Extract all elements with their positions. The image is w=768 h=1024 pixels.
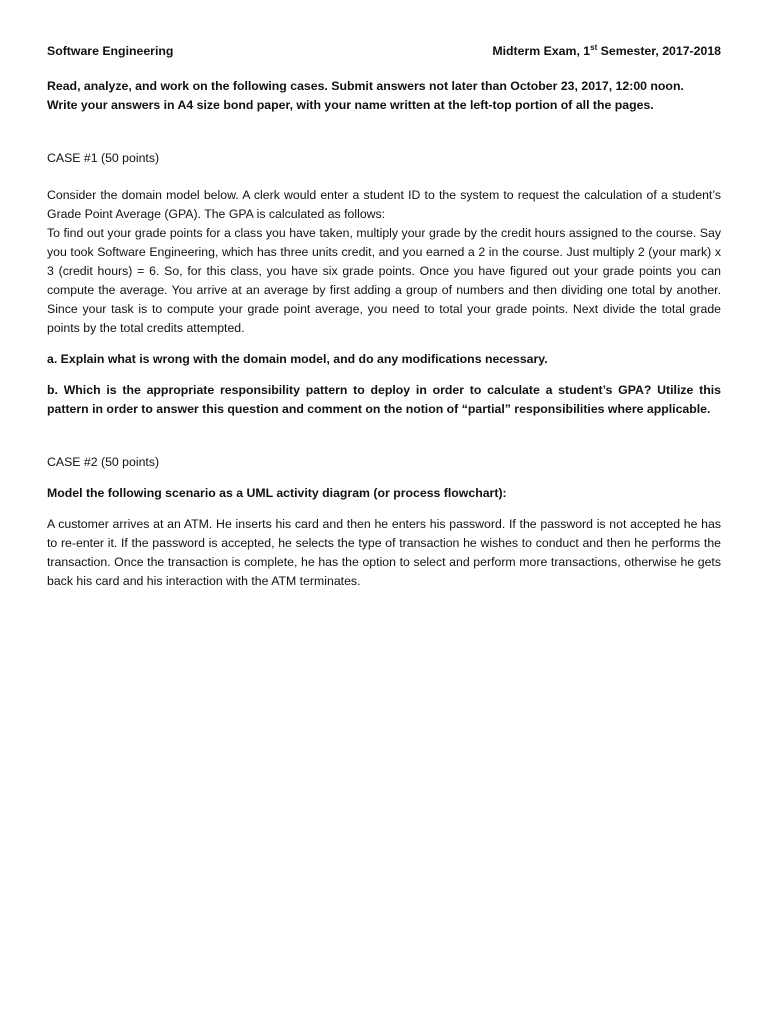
case2-scenario: A customer arrives at an ATM. He inserts his card and then he enters his password. If the password is not accepted he has to re-enter it. If the password is accepted, he selects the type of transaction he wishes to conduct and then he performs the transaction. Once the transaction is complete, he has the option to select and perform more transactions, otherwise he gets back his card and his interaction with the ATM terminates. (47, 517, 721, 588)
case1-question-b: b. Which is the appropriate responsibility pattern to deploy in order to calculate a student’s GPA? Utilize this pattern in order to answer this question and comment on the notion of “partial” responsibilities where applicable. (47, 383, 721, 416)
exam-page (47, 42, 721, 591)
instructions-line-2: Write your answers in A4 size bond paper, with your name written at the left-top portion of all the pages. (47, 98, 654, 112)
exam-title-suffix: Semester, 2017-2018 (597, 44, 721, 58)
exam-title (492, 42, 721, 61)
case1-title: CASE #1 (50 points) (47, 151, 160, 165)
course-title: Software Engineering (47, 44, 174, 58)
case1-description (47, 186, 721, 338)
case1-body: To find out your grade points for a class you have taken, multiply your grade by the credit hours assigned to the course. Say you took Software Engineering, which has three units credit, and you earned a 2 in the course. Just multiply 2 (your mark) x 3 (credit hours) = 6. So, for this class, you have six grade points. Once you have figured out your grade points you can compute the average. You arrive at an average by first adding a group of numbers and then dividing one total by another. Since your task is to compute your grade point average, you need to total your grade points. Next divide the total grade points by the total credits attempted. (47, 226, 721, 335)
instructions (47, 77, 721, 115)
case2-title: CASE #2 (50 points) (47, 455, 160, 469)
case1-intro: Consider the domain model below. A clerk would enter a student ID to the system to request the calculation of a student’s Grade Point Average (GPA). The GPA is calculated as follows: (47, 188, 721, 221)
case1-question-a: a. Explain what is wrong with the domain model, and do any modifications necessary. (47, 352, 548, 366)
case2-prompt: Model the following scenario as a UML activity diagram (or process flowchart): (47, 486, 507, 500)
exam-title-ordinal: st (590, 42, 598, 52)
exam-title-prefix: Midterm Exam, 1 (492, 44, 591, 58)
instructions-line-1: Read, analyze, and work on the following cases. Submit answers not later than October 23, 2017, 12:00 noon. (47, 79, 684, 93)
page-header (47, 42, 721, 61)
